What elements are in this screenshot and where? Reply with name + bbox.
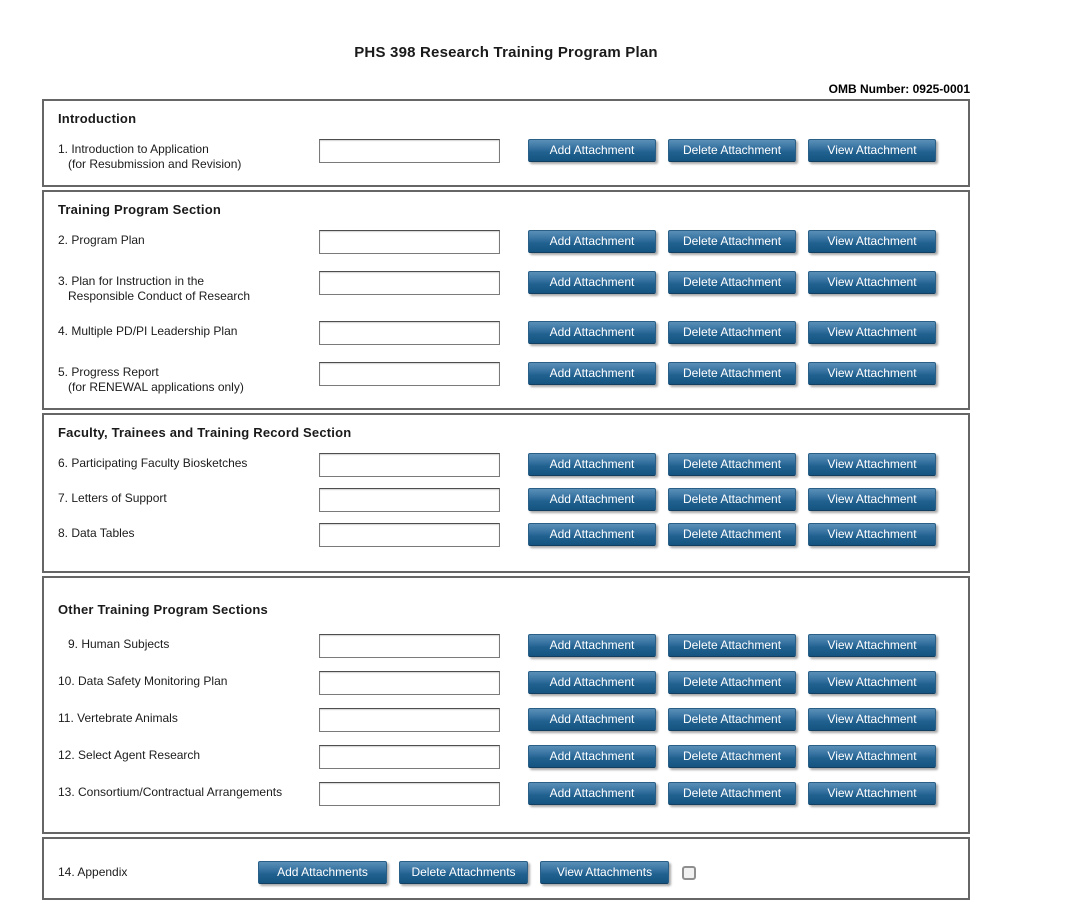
view-attachment-button[interactable]: View Attachment (808, 745, 936, 768)
delete-attachment-button[interactable]: Delete Attachment (668, 230, 796, 253)
field-label-line1: 10. Data Safety Monitoring Plan (58, 674, 228, 688)
field-label-line1: 2. Program Plan (58, 233, 145, 247)
section-header: Other Training Program Sections (58, 602, 268, 617)
add-attachment-button[interactable]: Add Attachment (528, 634, 656, 657)
form-row (58, 321, 954, 345)
field-label (58, 523, 319, 541)
section-other-training (42, 576, 970, 834)
field-label-line2: Responsible Conduct of Research (68, 289, 251, 303)
view-attachment-button[interactable]: View Attachment (808, 321, 936, 344)
attachment-filename-input[interactable] (319, 634, 500, 658)
form-row (58, 671, 954, 695)
attachment-filename-input[interactable] (319, 139, 500, 163)
field-label (58, 453, 319, 471)
add-attachment-button[interactable]: Add Attachment (528, 523, 656, 546)
field-label (58, 634, 319, 652)
add-attachment-button[interactable]: Add Attachment (528, 453, 656, 476)
delete-attachment-button[interactable]: Delete Attachment (668, 671, 796, 694)
add-attachment-button[interactable]: Add Attachment (528, 708, 656, 731)
form-row (58, 708, 954, 732)
delete-attachment-button[interactable]: Delete Attachment (668, 453, 796, 476)
attachment-filename-input[interactable] (319, 745, 500, 769)
form-row (58, 861, 954, 884)
attachment-actions (528, 230, 936, 253)
form-row (58, 634, 954, 658)
page-title: PHS 398 Research Training Program Plan (354, 44, 658, 61)
field-label-line1: 11. Vertebrate Animals (58, 711, 178, 725)
field-label (58, 745, 319, 763)
delete-attachment-button[interactable]: Delete Attachment (668, 523, 796, 546)
field-label (58, 230, 319, 248)
form-row (58, 139, 954, 172)
attachment-actions (528, 782, 936, 805)
field-label-line1: 3. Plan for Instruction in the (58, 274, 205, 288)
delete-attachment-button[interactable]: Delete Attachment (668, 321, 796, 344)
delete-attachments-button[interactable]: Delete Attachments (399, 861, 528, 884)
form-row (58, 745, 954, 769)
add-attachment-button[interactable]: Add Attachment (528, 782, 656, 805)
attachment-actions (528, 362, 936, 385)
delete-attachment-button[interactable]: Delete Attachment (668, 708, 796, 731)
attachment-actions (258, 861, 669, 884)
section-header: Faculty, Trainees and Training Record Section (58, 425, 352, 440)
view-attachment-button[interactable]: View Attachment (808, 523, 936, 546)
field-label (58, 488, 319, 506)
attachment-actions (528, 671, 936, 694)
form-row (58, 488, 954, 512)
attachment-filename-input[interactable] (319, 488, 500, 512)
add-attachment-button[interactable]: Add Attachment (528, 488, 656, 511)
attachment-actions (528, 321, 936, 344)
attachment-filename-input[interactable] (319, 230, 500, 254)
attachment-filename-input[interactable] (319, 671, 500, 695)
field-label (58, 865, 258, 880)
view-attachment-button[interactable]: View Attachment (808, 362, 936, 385)
attachment-actions (528, 271, 936, 294)
view-attachment-button[interactable]: View Attachment (808, 634, 936, 657)
delete-attachment-button[interactable]: Delete Attachment (668, 271, 796, 294)
attachment-filename-input[interactable] (319, 523, 500, 547)
delete-attachment-button[interactable]: Delete Attachment (668, 745, 796, 768)
attachment-actions (528, 634, 936, 657)
attachment-actions (528, 139, 936, 162)
add-attachment-button[interactable]: Add Attachment (528, 745, 656, 768)
add-attachment-button[interactable]: Add Attachment (528, 671, 656, 694)
field-label-line1: 9. Human Subjects (68, 637, 170, 651)
field-label (58, 782, 319, 800)
view-attachment-button[interactable]: View Attachment (808, 453, 936, 476)
section-training-program (42, 190, 970, 410)
field-label-line1: 13. Consortium/Contractual Arrangements (58, 785, 283, 799)
attachment-actions (528, 523, 936, 546)
appendix-checkbox[interactable] (682, 866, 696, 880)
form-row (58, 362, 954, 395)
form-container (42, 82, 970, 900)
field-label-line1: 6. Participating Faculty Biosketches (58, 456, 248, 470)
view-attachment-button[interactable]: View Attachment (808, 230, 936, 253)
field-label (58, 321, 319, 339)
section-header: Training Program Section (58, 202, 221, 217)
form-row (58, 453, 954, 477)
field-label (58, 271, 319, 304)
field-label-line1: 12. Select Agent Research (58, 748, 201, 762)
field-label-line2: (for Resubmission and Revision) (68, 157, 242, 171)
field-label-line1: 5. Progress Report (58, 365, 159, 379)
form-row (58, 523, 954, 547)
form-row (58, 782, 954, 806)
attachment-actions (528, 488, 936, 511)
section-appendix (42, 837, 970, 900)
view-attachment-button[interactable]: View Attachment (808, 139, 936, 162)
attachment-filename-input[interactable] (319, 453, 500, 477)
add-attachment-button[interactable]: Add Attachment (528, 321, 656, 344)
section-introduction (42, 99, 970, 187)
field-label (58, 362, 319, 395)
field-label-line1: 1. Introduction to Application (58, 142, 209, 156)
delete-attachment-button[interactable]: Delete Attachment (668, 782, 796, 805)
section-header: Introduction (58, 111, 137, 126)
view-attachment-button[interactable]: View Attachment (808, 488, 936, 511)
attachment-filename-input[interactable] (319, 321, 500, 345)
field-label (58, 139, 319, 172)
add-attachment-button[interactable]: Add Attachment (528, 362, 656, 385)
attachment-filename-input[interactable] (319, 782, 500, 806)
field-label-line1: 14. Appendix (58, 865, 128, 879)
section-faculty-trainees (42, 413, 970, 573)
add-attachment-button[interactable]: Add Attachment (528, 271, 656, 294)
view-attachment-button[interactable]: View Attachment (808, 708, 936, 731)
field-label (58, 671, 319, 689)
view-attachment-button[interactable]: View Attachment (808, 671, 936, 694)
field-label-line1: 8. Data Tables (58, 526, 135, 540)
add-attachment-button[interactable]: Add Attachment (528, 230, 656, 253)
field-label-line1: 4. Multiple PD/PI Leadership Plan (58, 324, 238, 338)
field-label (58, 708, 319, 726)
view-attachment-button[interactable]: View Attachment (808, 782, 936, 805)
delete-attachment-button[interactable]: Delete Attachment (668, 362, 796, 385)
add-attachments-button[interactable]: Add Attachments (258, 861, 387, 884)
view-attachments-button[interactable]: View Attachments (540, 861, 669, 884)
form-row (58, 271, 954, 304)
field-label-line2: (for RENEWAL applications only) (68, 380, 244, 394)
delete-attachment-button[interactable]: Delete Attachment (668, 139, 796, 162)
attachment-filename-input[interactable] (319, 708, 500, 732)
attachment-filename-input[interactable] (319, 362, 500, 386)
attachment-actions (528, 708, 936, 731)
delete-attachment-button[interactable]: Delete Attachment (668, 634, 796, 657)
form-row (58, 230, 954, 254)
attachment-actions (528, 745, 936, 768)
view-attachment-button[interactable]: View Attachment (808, 271, 936, 294)
field-label-line1: 7. Letters of Support (58, 491, 167, 505)
omb-number: OMB Number: 0925-0001 (828, 82, 970, 96)
attachment-actions (528, 453, 936, 476)
delete-attachment-button[interactable]: Delete Attachment (668, 488, 796, 511)
attachment-filename-input[interactable] (319, 271, 500, 295)
add-attachment-button[interactable]: Add Attachment (528, 139, 656, 162)
